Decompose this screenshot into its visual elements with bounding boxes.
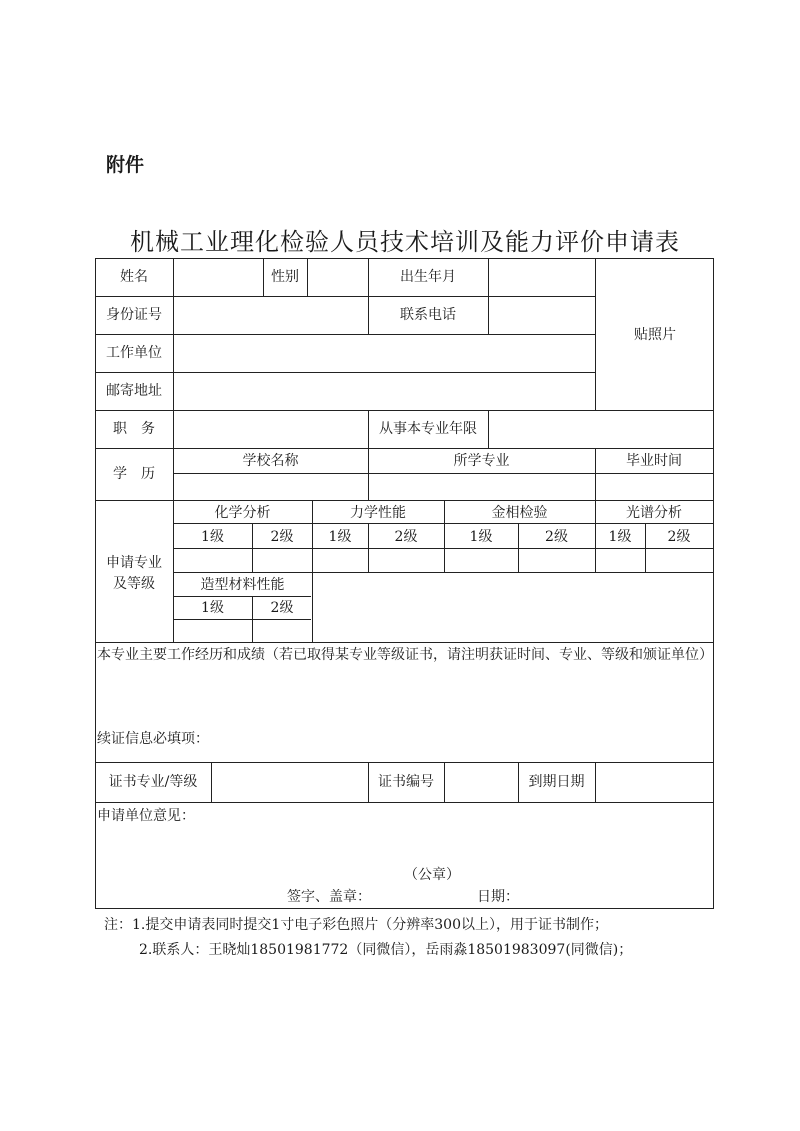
opinion-label: 申请单位意见： xyxy=(97,808,195,824)
opinion-field[interactable] xyxy=(97,828,711,864)
specialty-mechanical: 力学性能 xyxy=(350,505,406,521)
sign-label: 签字、盖章： xyxy=(287,889,371,905)
metallo-level1-check[interactable] xyxy=(446,550,518,572)
label-photo: 贴照片 xyxy=(634,327,676,343)
label-cert-number: 证书编号 xyxy=(378,774,434,790)
experience-field[interactable] xyxy=(97,690,711,720)
experience-instruction: 本专业主要工作经历和成绩（若已取得某专业等级证书，请注明获证时间、专业、等级和颁证单位） xyxy=(97,647,713,663)
note-line-1: 注：1.提交申请表同时提交1寸电子彩色照片（分辨率300以上），用于证书制作； xyxy=(104,917,608,933)
spectral-level2-check[interactable] xyxy=(647,550,713,572)
id-number-field[interactable] xyxy=(175,298,368,334)
mech-level2-check[interactable] xyxy=(370,550,444,572)
label-apply-line1: 申请专业及等级 xyxy=(106,555,162,592)
specialty-metallographic: 金相检验 xyxy=(491,505,548,521)
label-name: 姓名 xyxy=(120,269,148,285)
label-position: 职 务 xyxy=(113,421,155,437)
attachment-label: 附件 xyxy=(106,154,145,176)
renewal-label: 续证信息必填项： xyxy=(97,731,209,747)
grad-time-field[interactable] xyxy=(597,475,713,500)
molding-level1-check[interactable] xyxy=(175,621,252,642)
molding-level2-check[interactable] xyxy=(254,621,312,642)
label-school: 学校名称 xyxy=(242,453,299,469)
label-education: 学 历 xyxy=(113,466,155,482)
metallo-level2: 2级 xyxy=(545,529,568,545)
gender-field[interactable] xyxy=(309,260,368,296)
name-field[interactable] xyxy=(175,260,263,296)
years-in-field-field[interactable] xyxy=(490,412,713,448)
label-grad-time: 毕业时间 xyxy=(626,453,682,469)
position-field[interactable] xyxy=(175,412,368,448)
form-title: 机械工业理化检验人员技术培训及能力评价申请表 xyxy=(130,228,680,256)
mech-level2: 2级 xyxy=(394,529,418,545)
label-id-number: 身份证号 xyxy=(106,307,162,323)
molding-level2: 2级 xyxy=(270,600,294,616)
label-cert-major-level: 证书专业/等级 xyxy=(108,774,198,790)
specialty-chemical: 化学分析 xyxy=(214,505,271,521)
label-years-in-field: 从事本专业年限 xyxy=(379,421,477,437)
molding-level1: 1级 xyxy=(201,600,224,616)
school-field[interactable] xyxy=(175,475,368,500)
specialty-spectral: 光谱分析 xyxy=(626,505,682,521)
mech-level1: 1级 xyxy=(328,529,352,545)
chem-level1: 1级 xyxy=(201,529,224,545)
label-birth: 出生年月 xyxy=(400,269,456,285)
label-mail-address: 邮寄地址 xyxy=(106,383,162,399)
label-major: 所学专业 xyxy=(453,453,510,469)
label-expiry-date: 到期日期 xyxy=(528,774,585,790)
note-line-2: 2.联系人：王晓灿18501981772（同微信），岳雨淼18501983097(同微信)； xyxy=(139,942,633,958)
photo-box[interactable] xyxy=(597,260,713,410)
label-apply-major-level xyxy=(95,553,173,595)
spectral-level1-check[interactable] xyxy=(597,550,645,572)
label-work-unit: 工作单位 xyxy=(106,345,162,361)
cert-major-level-field[interactable] xyxy=(213,764,368,802)
expiry-date-field[interactable] xyxy=(597,764,713,802)
work-unit-field[interactable] xyxy=(175,336,595,372)
phone-field[interactable] xyxy=(490,298,595,334)
specialty-molding: 造型材料性能 xyxy=(200,577,285,593)
spectral-level1: 1级 xyxy=(608,529,632,545)
chem-level2: 2级 xyxy=(270,529,294,545)
cert-number-field[interactable] xyxy=(446,764,518,802)
label-phone: 联系电话 xyxy=(400,307,456,323)
spectral-level2: 2级 xyxy=(667,529,691,545)
birth-field[interactable] xyxy=(490,260,595,296)
metallo-level2-check[interactable] xyxy=(520,550,595,572)
metallo-level1: 1级 xyxy=(469,529,493,545)
mech-level1-check[interactable] xyxy=(314,550,368,572)
major-field[interactable] xyxy=(370,475,595,500)
date-label: 日期： xyxy=(477,889,519,905)
label-gender: 性别 xyxy=(271,269,299,285)
mail-address-field[interactable] xyxy=(175,374,595,410)
seal-label: （公章） xyxy=(404,867,460,883)
chem-level2-check[interactable] xyxy=(254,550,312,572)
chem-level1-check[interactable] xyxy=(175,550,252,572)
